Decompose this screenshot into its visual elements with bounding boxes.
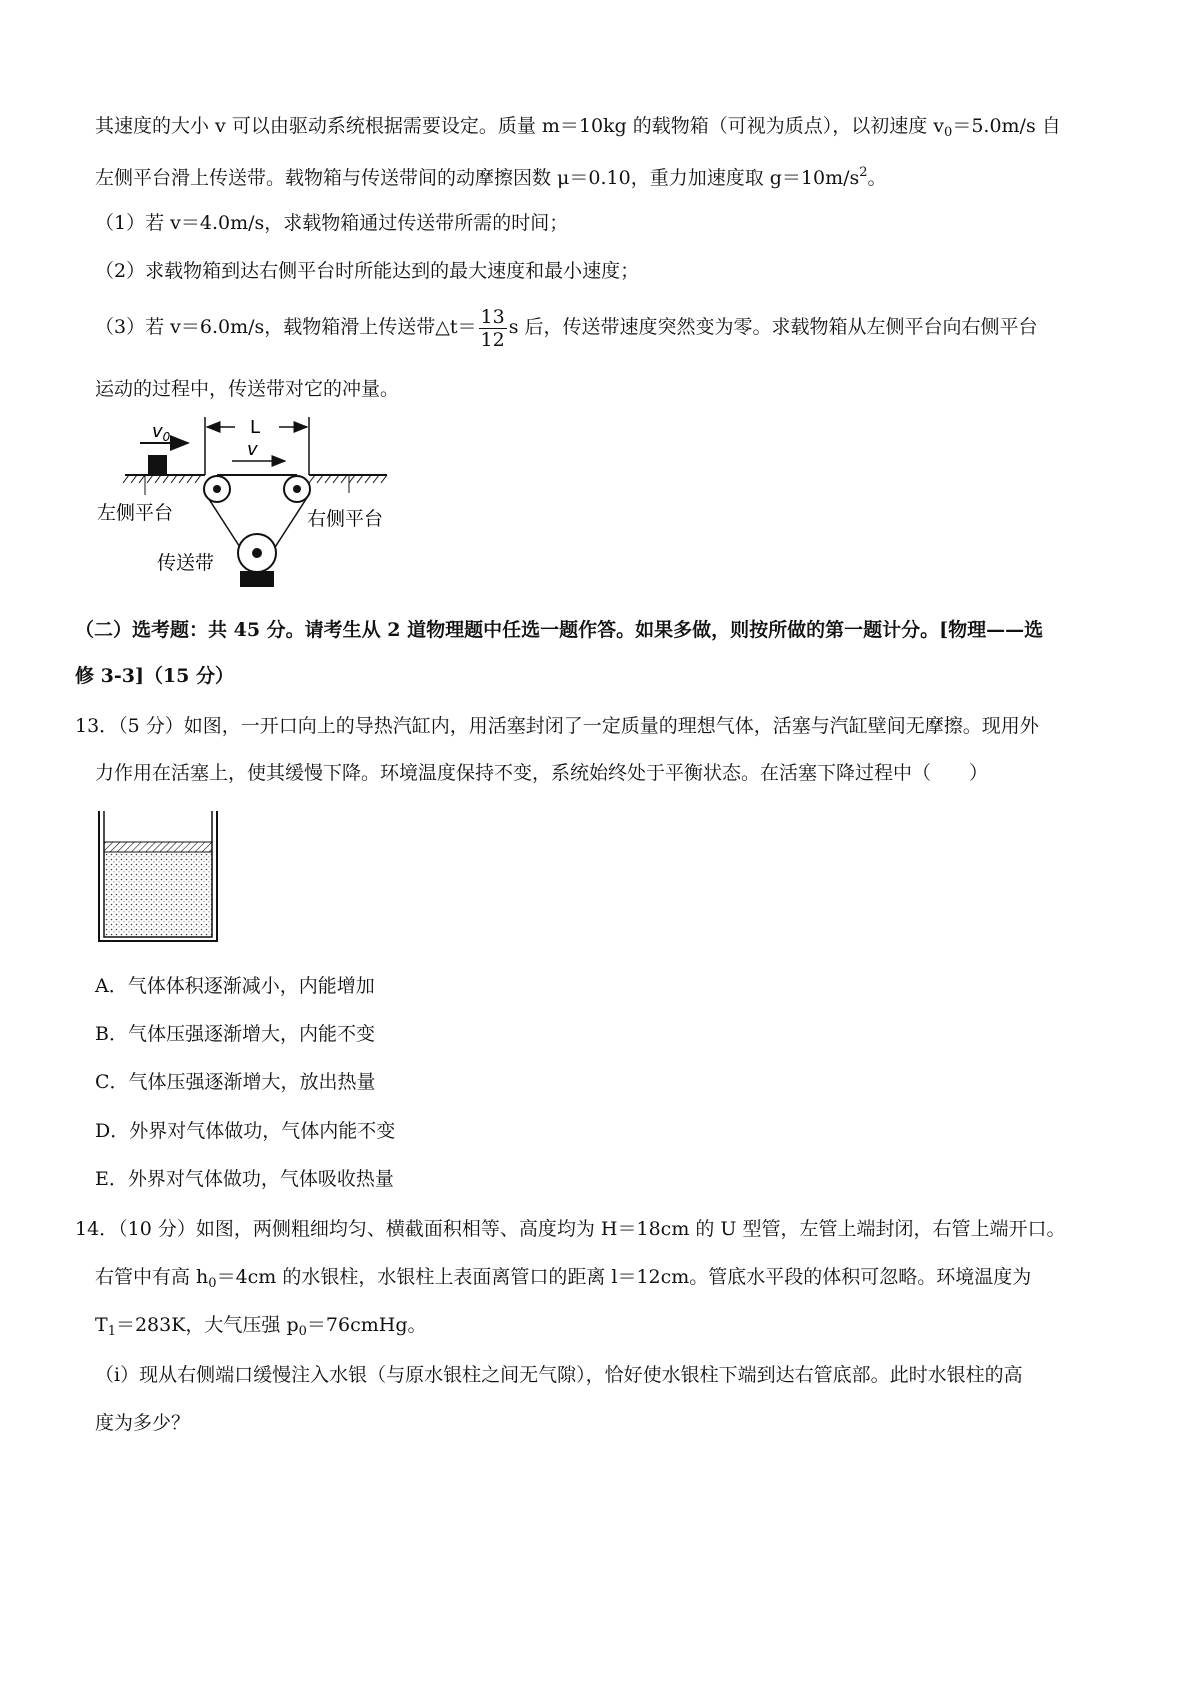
- q14-line-1: 14．（10 分）如图，两侧粗细均匀、横截面积相等、高度均为 H＝18cm 的 U 型管，左管上端封闭，右管上端开口。: [75, 1218, 1066, 1240]
- section2-line-1: （二）选考题：共 45 分。请考生从 2 道物理题中任选一题作答。如果多做，则按所做的第一题计分。[物理——选: [75, 619, 1044, 641]
- v0-label: $v_0$: [152, 421, 171, 444]
- L-label: L: [250, 417, 261, 438]
- q12-part-3: （3）若 v＝6.0m/s，载物箱滑上传送带△t＝ $\frac{13}{12}$ s 后，传送带速度突然变为零。求载物箱从左侧平台向右侧平台: [95, 305, 1038, 351]
- q13-option-c: C．气体压强逐渐增大，放出热量: [95, 1071, 376, 1093]
- belt-label: 传送带: [157, 552, 215, 574]
- section2-line-2: 修 3-3]（15 分）: [75, 665, 234, 687]
- cylinder-figure: [90, 808, 230, 948]
- q14-line-3: $T_1=283K$，大气压强 $p_0=76cmHg$。: [95, 1314, 427, 1339]
- right-platform-hatch: [309, 475, 387, 483]
- q12-part-2: （2）求载物箱到达右侧平台时所能达到的最大速度和最小速度；: [95, 260, 640, 282]
- right-platform-label: 右侧平台: [307, 508, 384, 530]
- fraction-13-12: $\frac{13}{12}$: [480, 305, 505, 351]
- q14-part-1: （i）现从右侧端口缓慢注入水银（与原水银柱之间无气隙），恰好使水银柱下端到达右管底部。此时水银柱的高: [95, 1364, 1023, 1386]
- q12-part-3-cont: 运动的过程中，传送带对它的冲量。: [95, 378, 400, 400]
- left-platform-hatch: [123, 475, 201, 483]
- q12-part-1: （1）若 v＝4.0m/s，求载物箱通过传送带所需的时间；: [95, 212, 569, 234]
- drive-base: [240, 571, 274, 587]
- piston: [104, 842, 212, 852]
- q13-line-2: 力作用在活塞上，使其缓慢下降。环境温度保持不变，系统始终处于平衡状态。在活塞下降过程中（ ）: [95, 762, 989, 784]
- q14-line-2: 右管中有高 $h_0=4cm$ 的水银柱，水银柱上表面离管口的距离 l＝12cm。管底水平段的体积可忽略。环境温度为: [95, 1266, 1032, 1291]
- q13-line-1: 13．（5 分）如图，一开口向上的导热汽缸内，用活塞封闭了一定质量的理想气体，活塞与汽缸壁间无摩擦。现用外: [75, 715, 1039, 737]
- q13-option-a: A．气体体积逐渐减小，内能增加: [95, 975, 375, 997]
- v-label: v: [247, 439, 258, 460]
- gas: [104, 852, 212, 938]
- belt-right-side: [270, 493, 310, 555]
- conveyor-belt-figure: [95, 417, 405, 597]
- q13-option-d: D．外界对气体做功，气体内能不变: [95, 1120, 396, 1142]
- left-platform-label: 左侧平台: [97, 502, 174, 524]
- cargo-box: [148, 455, 167, 474]
- q12-line-1: 其速度的大小 v 可以由驱动系统根据需要设定。质量 m＝10kg 的载物箱（可视为质点），以初速度 $v_0=5.0m/s$ 自: [95, 115, 1061, 140]
- q12-line-2: 左侧平台滑上传送带。载物箱与传送带间的动摩擦因数 μ＝0.10，重力加速度取 $g=10m/s^2$。: [95, 165, 887, 189]
- q14-part-1-cont: 度为多少？: [95, 1412, 191, 1434]
- q13-option-b: B．气体压强逐渐增大，内能不变: [95, 1023, 375, 1045]
- q13-option-e: E．外界对气体做功，气体吸收热量: [95, 1168, 394, 1190]
